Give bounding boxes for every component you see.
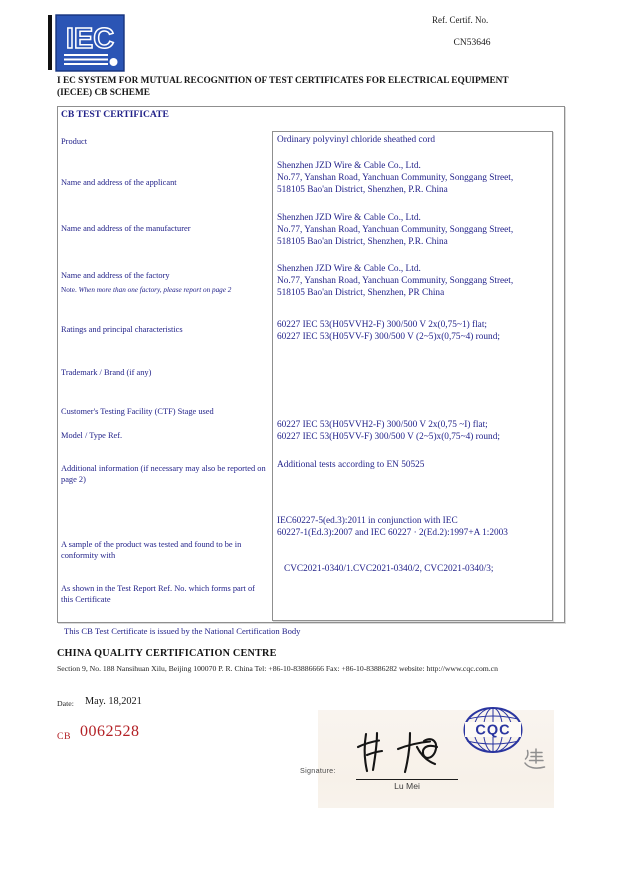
factory-note-italic: When more than one factory, please report on page 2 <box>78 286 232 294</box>
ctf-label: Customer's Testing Facility (CTF) Stage used <box>61 407 214 416</box>
applicant-line-3: 518105 Bao'an District, Shenzhen, P.R. China <box>277 185 448 195</box>
model-value <box>277 419 549 443</box>
cqc-logo <box>462 706 524 761</box>
scheme-title <box>57 76 569 99</box>
trademark-label: Trademark / Brand (if any) <box>61 368 152 377</box>
additional-info-text: Additional tests according to EN 50525 <box>277 460 425 470</box>
conformity-line-2: 60227-1(Ed.3):2007 and IEC 60227 · 2(Ed.2):1997+A 1:2003 <box>277 528 508 538</box>
factory-line-3: 518105 Bao'an District, Shenzhen, PR China <box>277 288 445 298</box>
factory-label: Name and address of the factory <box>61 271 170 280</box>
factory-value <box>277 263 549 299</box>
ratings-value <box>277 319 549 343</box>
model-label: Model / Type Ref. <box>61 431 123 440</box>
scheme-title-line1: I EC SYSTEM FOR MUTUAL RECOGNITION OF TEST CERTIFICATES FOR ELECTRICAL EQUIPMENT <box>57 76 509 86</box>
cb-number-prefix: CB <box>57 731 72 742</box>
conformity-value <box>277 515 549 539</box>
conformity-line-1: IEC60227-5(ed.3):2011 in conjunction with IEC <box>277 516 458 526</box>
date-value: May. 18,2021 <box>85 696 142 707</box>
ratings-line-1: 60227 IEC 53(H05VVH2-F) 300/500 V 2x(0,75~1) flat; <box>277 320 487 330</box>
manufacturer-line-2: No.77, Yanshan Road, Yanchuan Community, Songgang Street, <box>277 225 514 235</box>
iec-logo-icon <box>46 12 128 74</box>
applicant-line-2: No.77, Yanshan Road, Yanchuan Community, Songgang Street, <box>277 173 514 183</box>
certificate-title: CB TEST CERTIFICATE <box>61 109 169 120</box>
manufacturer-line-3: 518105 Bao'an District, Shenzhen, P.R. China <box>277 237 448 247</box>
conformity-label: A sample of the product was tested and found to be in conformity with <box>61 540 242 560</box>
values-box <box>272 131 553 621</box>
model-line-1: 60227 IEC 53(H05VVH2-F) 300/500 V 2x(0,75 ~I) flat; <box>277 420 488 430</box>
signature-label: Signature: <box>300 766 336 775</box>
cb-number: 0062528 <box>80 723 140 740</box>
applicant-value <box>277 160 549 196</box>
ratings-label: Ratings and principal characteristics <box>61 325 183 334</box>
product-label: Product <box>61 137 88 146</box>
handwritten-signature-icon <box>352 726 444 778</box>
scheme-title-line2: (IECEE) CB SCHEME <box>57 87 150 98</box>
ref-certif-number: CN53646 <box>453 38 491 48</box>
factory-note <box>61 286 271 294</box>
manufacturer-value <box>277 212 549 248</box>
issued-by-note: This CB Test Certificate is issued by the National Certification Body <box>64 626 301 636</box>
jian-character-icon <box>523 747 546 772</box>
product-value <box>277 134 549 146</box>
ref-certif-label: Ref. Certif. No. <box>432 15 489 25</box>
manufacturer-line-1: Shenzhen JZD Wire & Cable Co., Ltd. <box>277 213 421 223</box>
ncb-address: Section 9, No. 188 Nansihuan Xilu, Beijing 100070 P. R. China Tel: +86-10-83886666 Fax: +86-10-83886282 website: http://www.cqc.com.cn <box>57 664 498 673</box>
factory-line-1: Shenzhen JZD Wire & Cable Co., Ltd. <box>277 264 421 274</box>
ncb-name: CHINA QUALITY CERTIFICATION CENTRE <box>57 648 277 659</box>
test-report-value <box>284 563 556 575</box>
test-report-label: As shown in the Test Report Ref. No. which forms part of this Certificate <box>61 584 255 604</box>
manufacturer-label: Name and address of the manufacturer <box>61 224 191 233</box>
signature-handwriting <box>352 726 444 783</box>
signature-line <box>356 779 458 780</box>
signer-name: Lu Mei <box>394 781 420 791</box>
factory-line-2: No.77, Yanshan Road, Yanchuan Community, Songgang Street, <box>277 276 514 286</box>
applicant-label: Name and address of the applicant <box>61 178 177 187</box>
additional-info-value <box>277 459 549 471</box>
product-value-text: Ordinary polyvinyl chloride sheathed cord <box>277 135 436 145</box>
cqc-logo-text: CQC <box>475 722 511 739</box>
factory-note-prefix: Note. <box>61 286 79 294</box>
additional-info-label: Additional information (if necessary may also be reported on page 2) <box>61 464 266 484</box>
stamp-character-jian <box>523 747 546 777</box>
cqc-globe-icon <box>462 706 524 756</box>
ratings-line-2: 60227 IEC 53(H05VV-F) 300/500 V (2~5)x(0,75~4) round; <box>277 332 500 342</box>
date-label: Date: <box>57 699 74 708</box>
test-report-text: CVC2021-0340/1.CVC2021-0340/2, CVC2021-0340/3; <box>284 564 494 574</box>
applicant-line-1: Shenzhen JZD Wire & Cable Co., Ltd. <box>277 161 421 171</box>
model-line-2: 60227 IEC 53(H05VV-F) 300/500 V (2~5)x(0,75~4) round; <box>277 432 500 442</box>
iec-logo <box>46 12 128 79</box>
svg-text:IEC: IEC <box>65 23 115 55</box>
